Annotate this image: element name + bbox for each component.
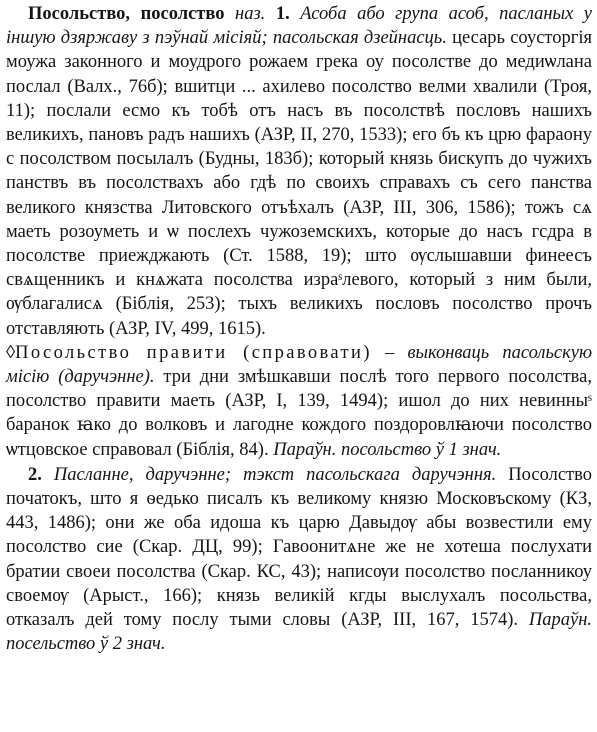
cross-ref-text: посольство ў 1 знач. — [336, 439, 502, 460]
headword: Посольство, посолство — [28, 4, 225, 24]
definition-2: Пасланне, даручэнне; тэкст пасольскага даручэння. — [53, 464, 497, 485]
sense-number-2: 2. — [28, 464, 42, 485]
cross-ref-text-2: посельство ў 2 знач. — [6, 634, 166, 655]
diamond-icon: ◊ — [6, 342, 16, 363]
phrase-subentry — [6, 341, 592, 462]
phrase-citations: три дни змѣшкавши послѣ того первого посолства, посолство правити маеть (АЗР, I, 139, 1494); ишол до них невинныˢ баранок ꙗко до волковъ и лагодне кождого поздоровлꙗючи посолство ѡтцовское справовал (Біблія, 84). — [6, 367, 592, 460]
dictionary-page — [6, 2, 592, 656]
entry-sense-1 — [6, 2, 592, 341]
phrase-dash: – — [371, 342, 408, 363]
entry-sense-2 — [6, 463, 592, 657]
phrase-definition: выконваць пасольскую місію (даручэнне). — [6, 342, 593, 388]
citations-1: цесарь соусторгія моужа законного и моудрого рожаем грека оу посолстве до медиѡлана послал (Валх., 76б); вшитци ... ахилево посолство велми хвалили (Троя, 11); послали есмо къ тобѣ отъ насъ въ посолствѣ пословъ нашихъ великихъ, пановъ радъ нашихъ (АЗР, II, 270, 1533); его бъ къ црю фараону с посолством посылалъ (Будны, 183б); который князь бискупъ до чужихъ панствъ въ посолствахъ або гдѣ по своихъ справахъ съ сего панства великого князства Литовского отъѣхалъ (АЗР, III, 306, 1586); тожъ сѧ маеть розоуметь и ѡ послехъ чужоземскихъ, которые до насъ гсдра в посолстве приежджають (Ст. 1588, 19); што ѹслышавши финеесъ свѧщенникъ и кнѧжата посолства израˢлевого, который з ним были, ѹблагалисѧ (Біблія, 253); тыхъ великихъ пословъ посолство прочъ отставляють (АЗР, IV, 499, 1615). — [6, 28, 593, 339]
citations-2: Посолство початокъ, што я ѳедько писалъ къ великому князю Московъскому (КЗ, 443, 1486); они же оба идоша къ царю Давыдѹ абы возвестили ему посолство сие (Скар. ДЦ, 99); Гавоонитѧне же не хотеша послухати братии своеи посолства (Скар. КС, 43); написѹи посолство посланникоу своемѹ (Арыст., 166); князь великій кгды выслухалъ посольства, отказалъ дей тому послу тыми словы (АЗР, III, 167, 1574). — [6, 464, 592, 631]
definition-1: Асоба або група асоб, пасланых у іншую дзяржаву з пэўнай місіяй; пасольская дзейнасць. — [6, 4, 593, 49]
cross-ref-label: Параўн. — [273, 439, 337, 460]
sense-number-1: 1. — [275, 4, 290, 24]
part-of-speech: наз. — [235, 4, 266, 24]
set-phrase: Посольство правити (справовати) — [15, 342, 372, 363]
cross-ref-label-2: Параўн. — [528, 610, 592, 631]
